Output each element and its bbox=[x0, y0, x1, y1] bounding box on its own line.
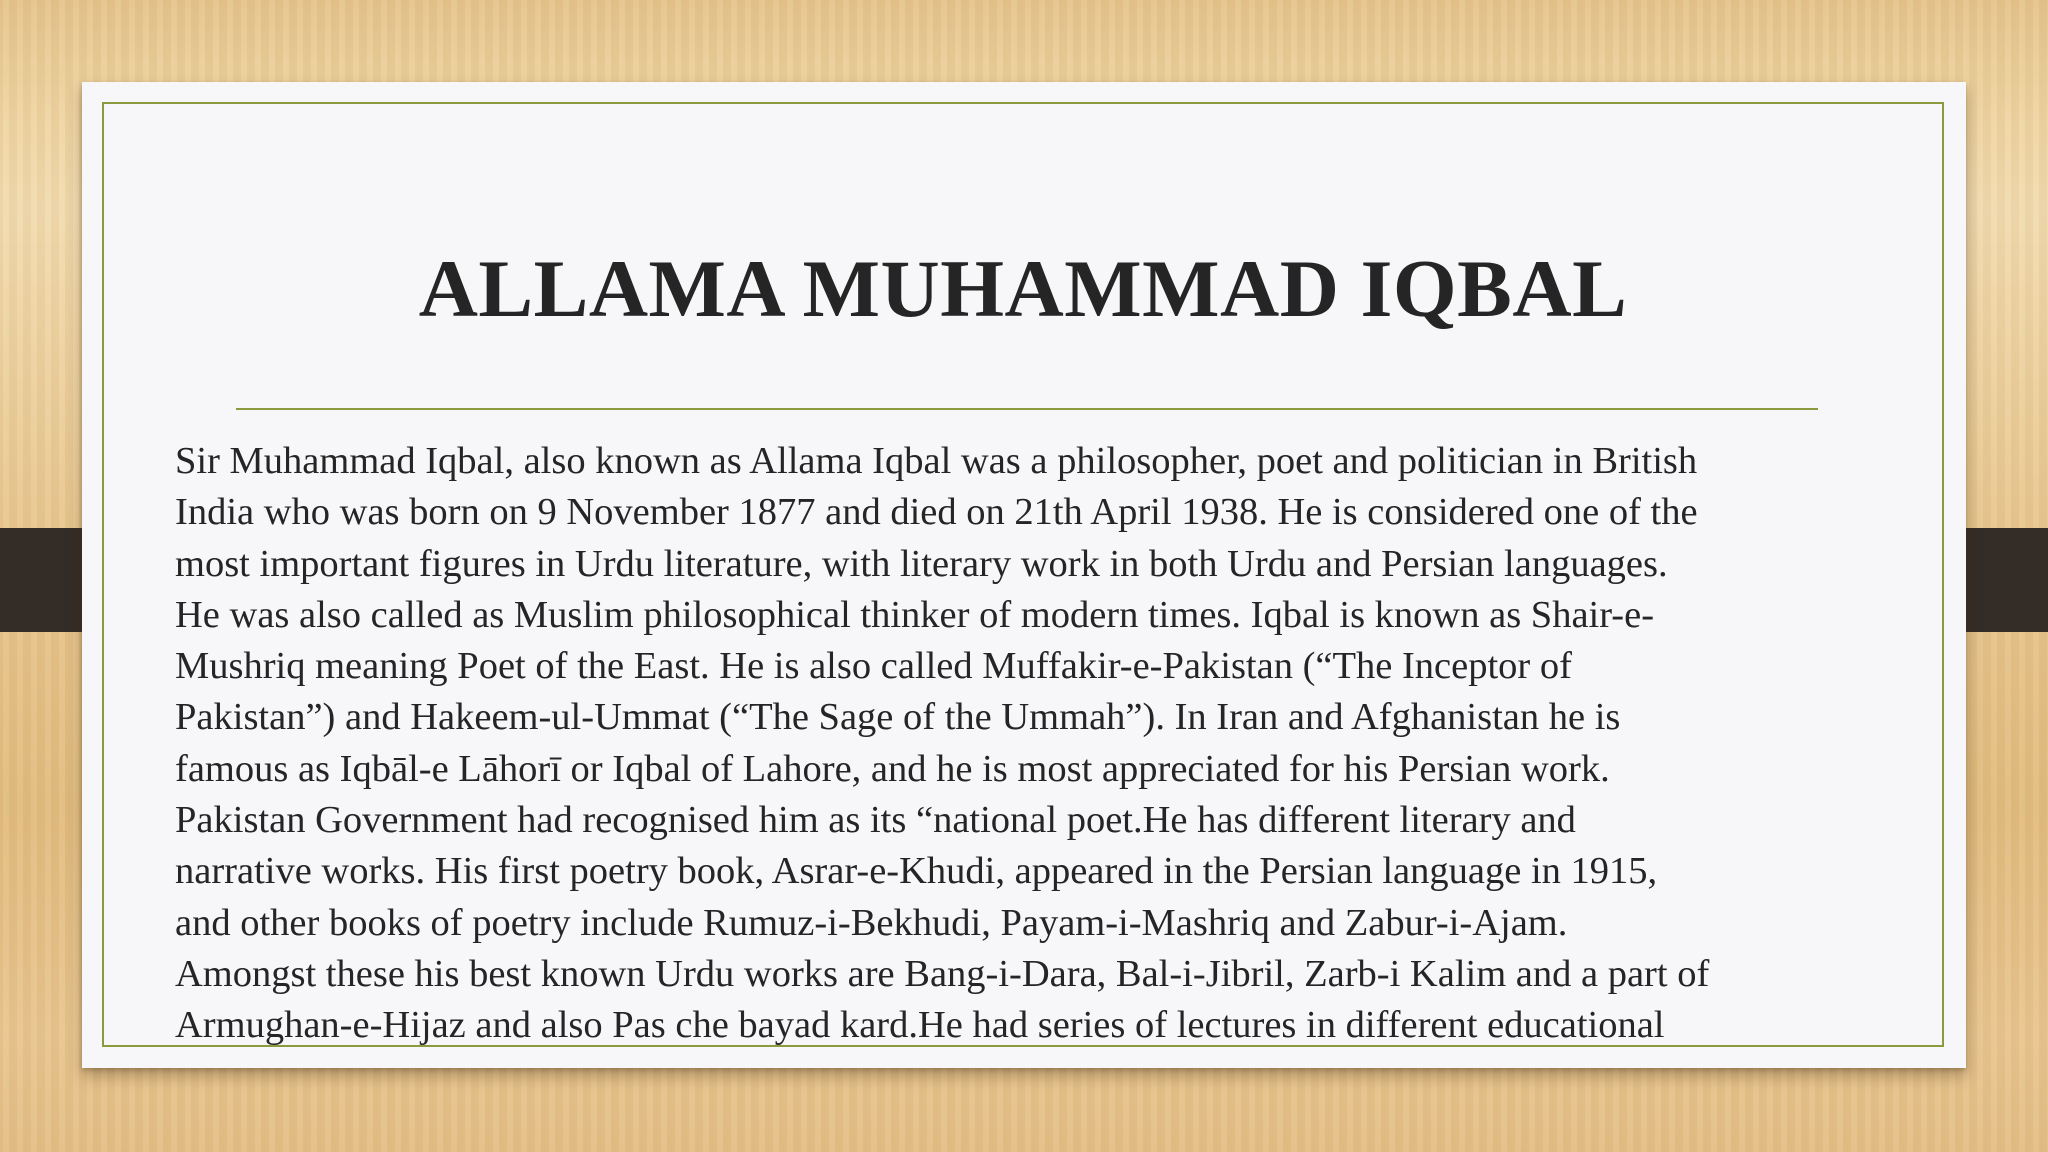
title-divider bbox=[236, 408, 1818, 410]
body-line: Sir Muhammad Iqbal, also known as Allama Iqbal was a philosopher, poet and politician in British bbox=[175, 440, 1698, 482]
body-line: Pakistan”) and Hakeem-ul-Ummat (“The Sage of the Ummah”). In Iran and Afghanistan he is bbox=[175, 696, 1621, 739]
slide bbox=[82, 82, 1966, 1068]
body-line: famous as Iqbāl-e Lāhorī or Iqbal of Lahore, and he is most appreciated for his Persian work. bbox=[175, 747, 1610, 790]
body-line: India who was born on 9 November 1877 and died on 21th April 1938. He is considered one of the bbox=[175, 491, 1698, 534]
body-line: and other books of poetry include Rumuz-i-Bekhudi, Payam-i-Mashriq and Zabur-i-Ajam. bbox=[175, 901, 1568, 944]
slide-title: ALLAMA MUHAMMAD IQBAL bbox=[418, 243, 1628, 334]
body-line: narrative works. His first poetry book, Asrar-e-Khudi, appeared in the Persian language in 1915, bbox=[175, 850, 1658, 893]
body-line: Mushriq meaning Poet of the East. He is also called Muffakir-e-Pakistan (“The Inceptor of bbox=[175, 645, 1572, 688]
body-text bbox=[175, 436, 1935, 1047]
body-line: Pakistan Government had recognised him as its “national poet.He has different literary and bbox=[175, 799, 1576, 842]
body-line: most important figures in Urdu literature, with literary work in both Urdu and Persian languages. bbox=[175, 542, 1668, 585]
body-line: He was also called as Muslim philosophical thinker of modern times. Iqbal is known as Shair-e- bbox=[175, 593, 1655, 636]
body-line: Amongst these his best known Urdu works are Bang-i-Dara, Bal-i-Jibril, Zarb-i Kalim and a part of bbox=[175, 952, 1710, 995]
body-line: Armughan-e-Hijaz and also Pas che bayad kard.He had series of lectures in different educational bbox=[175, 1004, 1665, 1047]
slide-frame bbox=[102, 102, 1944, 1047]
